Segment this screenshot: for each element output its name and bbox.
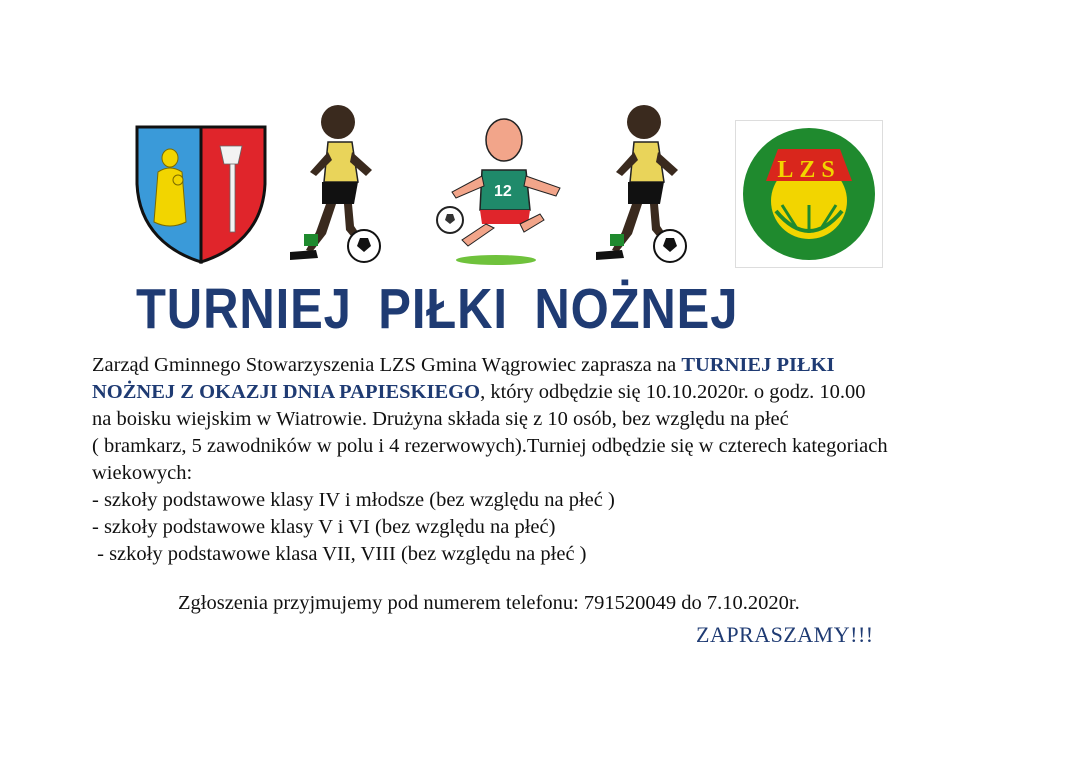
page-title: TURNIEJ PIŁKI NOŻNEJ [136,277,739,341]
category-item: - szkoły podstawowe klasy V i VI (bez względu na płeć) [92,516,556,538]
body-line-5: wiekowych: [92,462,193,484]
body-line-4: ( bramkarz, 5 zawodników w polu i 4 rezerwowych).Turniej odbędzie się w czterech kategoriach [92,435,888,457]
lzs-logo-text: LZS [777,157,841,183]
category-item: - szkoły podstawowe klasy IV i młodsze (bez względu na płeć ) [92,489,615,511]
lzs-logo [735,120,883,268]
jersey-number: 12 [494,183,512,200]
intro-highlight-1: TURNIEJ PIŁKI [681,354,835,376]
footballer-icon [582,100,692,266]
footballer-icon [276,100,386,266]
cartoon-player-icon [432,114,572,266]
intro-text: Zarząd Gminnego Stowarzyszenia LZS Gmina Wągrowiec zaprasza na [92,354,682,376]
body-line-2 [92,379,1012,406]
intro-highlight-2: NOŻNEJ Z OKAZJI DNIA PAPIESKIEGO [92,381,481,403]
body-line-1 [92,352,1012,379]
invite-text: ZAPRASZAMY!!! [696,622,874,647]
invitation-body [92,352,1012,568]
intro-date-text: , który odbędzie się 10.10.2020r. o godz. 10.00 [480,381,866,403]
contact-info: Zgłoszenia przyjmujemy pod numerem telefonu: 791520049 do 7.10.2020r. [178,592,800,614]
coat-of-arms-icon [134,124,268,266]
body-line-3: na boisku wiejskim w Wiatrowie. Drużyna składa się z 10 osób, bez względu na płeć [92,408,789,430]
category-item: - szkoły podstawowe klasa VII, VIII (bez względu na płeć ) [92,543,587,565]
